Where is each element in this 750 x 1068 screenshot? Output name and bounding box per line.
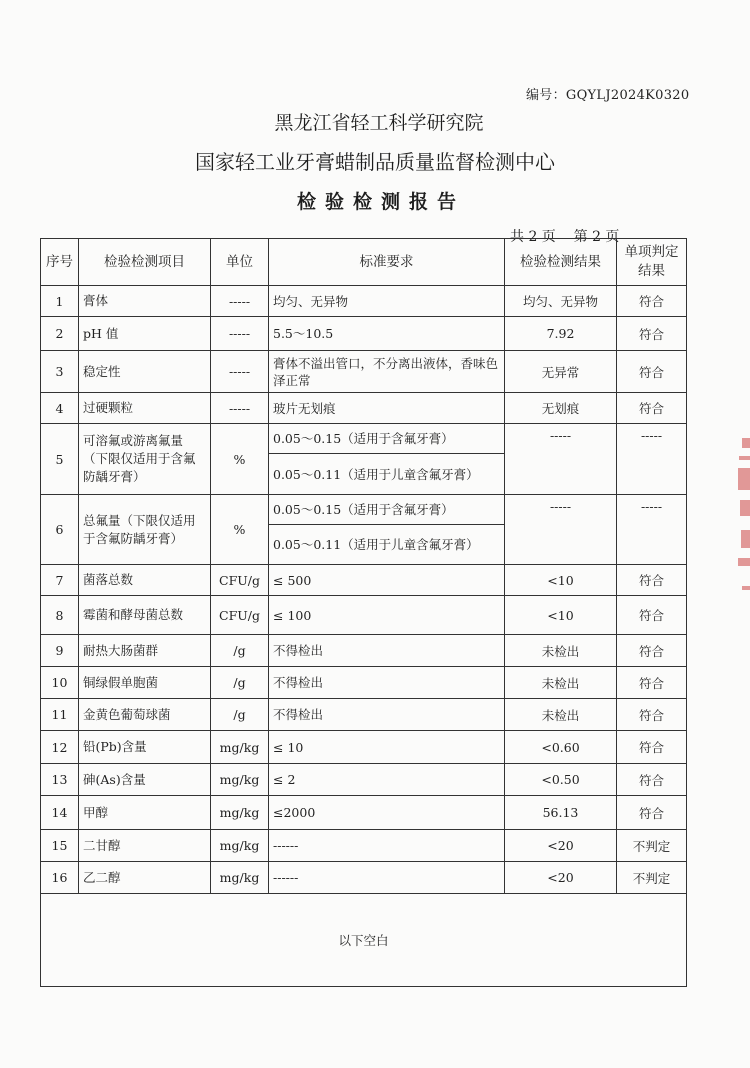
row-conclusion: 不判定	[617, 862, 687, 894]
header-result: 检验检测结果	[505, 239, 617, 286]
header-unit: 单位	[211, 239, 269, 286]
institute-name: 黑龙江省轻工科学研究院	[274, 112, 484, 134]
row-item: pH 值	[79, 317, 211, 351]
header-standard: 标准要求	[269, 239, 505, 286]
row-conclusion: 符合	[617, 635, 687, 667]
center-name: 国家轻工业牙膏蜡制品质量监督检测中心	[195, 150, 555, 174]
row-standard-b: 0.05～0.11（适用于儿童含氟牙膏）	[269, 454, 505, 495]
row-standard: 膏体不溢出管口，不分离出液体，香味色泽正常	[269, 351, 505, 393]
row-conclusion: 符合	[617, 764, 687, 796]
row-result: -----	[505, 424, 617, 495]
row-no: 2	[41, 317, 79, 351]
row-standard: ------	[269, 830, 505, 862]
row-unit: -----	[211, 317, 269, 351]
table-row	[41, 286, 687, 317]
table-row	[41, 764, 687, 796]
row-no: 14	[41, 796, 79, 830]
row-no: 10	[41, 667, 79, 699]
row-standard: ≤ 2	[269, 764, 505, 796]
table-row	[41, 495, 687, 525]
table-row	[41, 731, 687, 764]
row-result: <10	[505, 565, 617, 596]
report-title: 检验检测报告	[296, 191, 465, 213]
row-no: 3	[41, 351, 79, 393]
page-total: 共 2 页	[510, 229, 556, 245]
row-unit: mg/kg	[211, 862, 269, 894]
page-current: 第 2 页	[573, 229, 620, 245]
blank-row	[41, 894, 687, 987]
row-unit: mg/kg	[211, 764, 269, 796]
row-item: 铜绿假单胞菌	[79, 667, 211, 699]
seal-stamp-edge	[736, 438, 750, 594]
row-no: 16	[41, 862, 79, 894]
row-standard: 不得检出	[269, 699, 505, 731]
table-row	[41, 862, 687, 894]
row-standard-a: 0.05～0.15（适用于含氟牙膏）	[269, 424, 505, 454]
row-result: 56.13	[505, 796, 617, 830]
row-item: 二甘醇	[79, 830, 211, 862]
table-row	[41, 351, 687, 393]
row-standard: 玻片无划痕	[269, 393, 505, 424]
table-row	[41, 596, 687, 635]
row-no: 1	[41, 286, 79, 317]
row-standard-a: 0.05～0.15（适用于含氟牙膏）	[269, 495, 505, 525]
row-item: 膏体	[79, 286, 211, 317]
row-conclusion: 符合	[617, 796, 687, 830]
row-item: 铅(Pb)含量	[79, 731, 211, 764]
row-conclusion: -----	[617, 424, 687, 495]
row-standard: ≤ 500	[269, 565, 505, 596]
row-result: <20	[505, 830, 617, 862]
row-no: 9	[41, 635, 79, 667]
row-standard: ≤ 10	[269, 731, 505, 764]
row-result: 无划痕	[505, 393, 617, 424]
row-no: 12	[41, 731, 79, 764]
row-conclusion: 符合	[617, 596, 687, 635]
row-unit: /g	[211, 699, 269, 731]
row-standard: 不得检出	[269, 635, 505, 667]
row-conclusion: 符合	[617, 286, 687, 317]
row-result: <10	[505, 596, 617, 635]
row-result: 7.92	[505, 317, 617, 351]
row-unit: -----	[211, 393, 269, 424]
row-item: 可溶氟或游离氟量（下限仅适用于含氟防龋牙膏）	[79, 424, 211, 495]
row-standard-b: 0.05～0.11（适用于儿童含氟牙膏）	[269, 525, 505, 565]
row-no: 15	[41, 830, 79, 862]
table-row	[41, 699, 687, 731]
row-unit: /g	[211, 635, 269, 667]
row-unit: CFU/g	[211, 596, 269, 635]
header-conclusion: 单项判定结果	[617, 239, 687, 286]
table-header-row	[41, 239, 687, 286]
row-item: 耐热大肠菌群	[79, 635, 211, 667]
row-standard: 5.5～10.5	[269, 317, 505, 351]
row-no: 7	[41, 565, 79, 596]
row-item: 菌落总数	[79, 565, 211, 596]
table-row	[41, 565, 687, 596]
row-no: 13	[41, 764, 79, 796]
row-result: 无异常	[505, 351, 617, 393]
row-conclusion: -----	[617, 495, 687, 565]
row-standard: ≤ 100	[269, 596, 505, 635]
row-standard: ------	[269, 862, 505, 894]
table-row	[41, 635, 687, 667]
inspection-table	[40, 238, 687, 987]
row-conclusion: 符合	[617, 699, 687, 731]
row-unit: mg/kg	[211, 731, 269, 764]
blank-note: 以下空白	[41, 894, 687, 987]
row-result: 未检出	[505, 667, 617, 699]
row-item: 金黄色葡萄球菌	[79, 699, 211, 731]
row-unit: %	[211, 424, 269, 495]
row-item: 过硬颗粒	[79, 393, 211, 424]
row-unit: /g	[211, 667, 269, 699]
row-result: -----	[505, 495, 617, 565]
row-result: <0.50	[505, 764, 617, 796]
row-result: 未检出	[505, 699, 617, 731]
row-standard: ≤2000	[269, 796, 505, 830]
row-conclusion: 符合	[617, 317, 687, 351]
row-conclusion: 符合	[617, 351, 687, 393]
table-row	[41, 830, 687, 862]
row-item: 稳定性	[79, 351, 211, 393]
row-unit: CFU/g	[211, 565, 269, 596]
table-row	[41, 393, 687, 424]
table-row	[41, 317, 687, 351]
header-no: 序号	[41, 239, 79, 286]
row-conclusion: 符合	[617, 731, 687, 764]
row-unit: mg/kg	[211, 796, 269, 830]
table-row	[41, 424, 687, 454]
row-no: 11	[41, 699, 79, 731]
row-unit: -----	[211, 286, 269, 317]
row-item: 砷(As)含量	[79, 764, 211, 796]
row-result: <20	[505, 862, 617, 894]
row-result: <0.60	[505, 731, 617, 764]
row-standard: 均匀、无异物	[269, 286, 505, 317]
row-item: 乙二醇	[79, 862, 211, 894]
row-result: 均匀、无异物	[505, 286, 617, 317]
row-result: 未检出	[505, 635, 617, 667]
row-no: 6	[41, 495, 79, 565]
row-no: 5	[41, 424, 79, 495]
row-unit: mg/kg	[211, 830, 269, 862]
row-item: 霉菌和酵母菌总数	[79, 596, 211, 635]
row-item: 总氟量（下限仅适用于含氟防龋牙膏）	[79, 495, 211, 565]
row-conclusion: 符合	[617, 667, 687, 699]
header-item: 检验检测项目	[79, 239, 211, 286]
row-conclusion: 不判定	[617, 830, 687, 862]
row-no: 4	[41, 393, 79, 424]
table-row	[41, 667, 687, 699]
row-conclusion: 符合	[617, 393, 687, 424]
row-unit: %	[211, 495, 269, 565]
table-row	[41, 796, 687, 830]
row-item: 甲醇	[79, 796, 211, 830]
report-number: 编号：GQYLJ2024K0320	[526, 88, 690, 103]
row-conclusion: 符合	[617, 565, 687, 596]
row-unit: -----	[211, 351, 269, 393]
row-no: 8	[41, 596, 79, 635]
row-standard: 不得检出	[269, 667, 505, 699]
